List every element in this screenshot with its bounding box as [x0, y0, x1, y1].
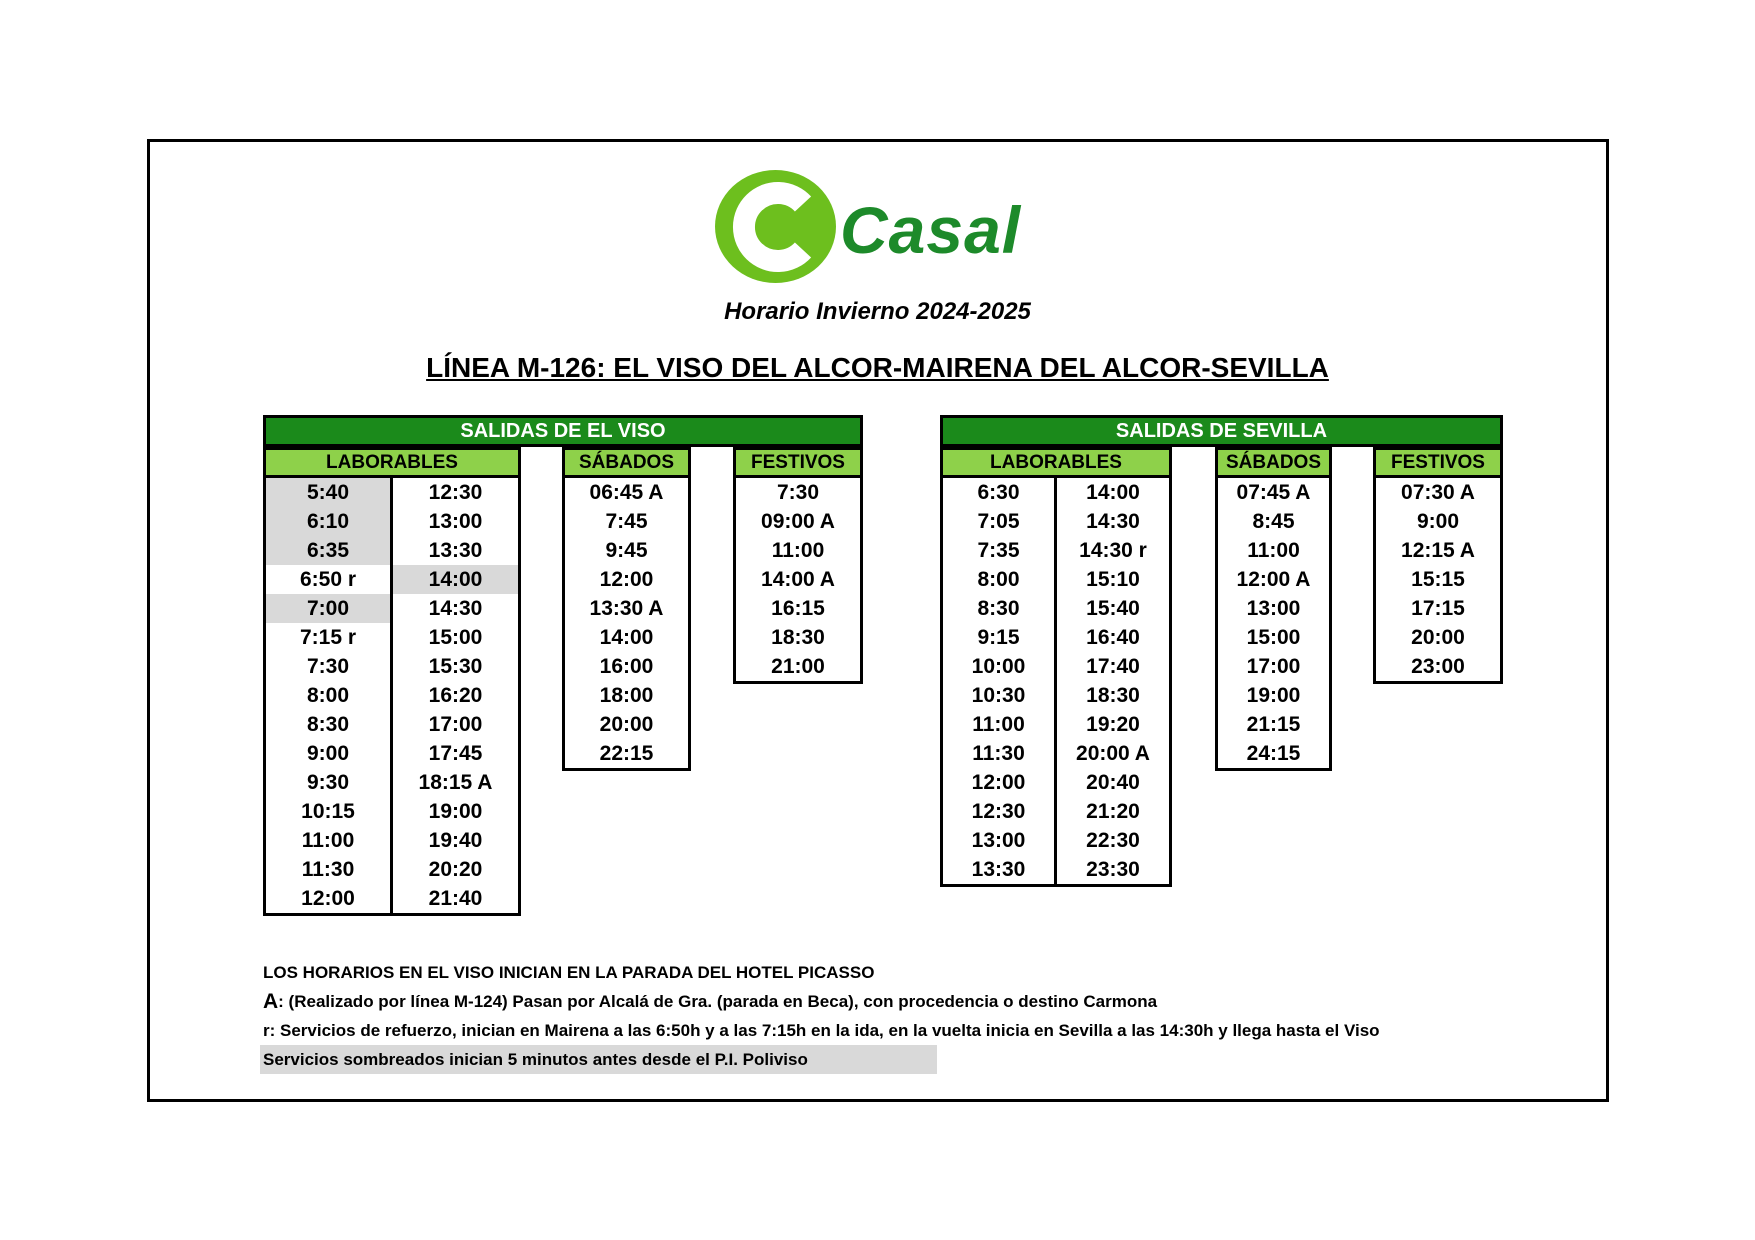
time-cell: 14:30: [428, 596, 483, 620]
time-cell: 11:00: [771, 538, 825, 562]
time-cell: 19:00: [428, 799, 483, 823]
season-subtitle: Horario Invierno 2024-2025: [724, 298, 1031, 325]
time-cell: 13:30 A: [589, 596, 664, 620]
time-cell: 10:00: [971, 654, 1026, 678]
time-cell: 07:45 A: [1236, 480, 1311, 504]
time-cell: 9:00: [306, 741, 350, 765]
time-cell: 16:00: [599, 654, 654, 678]
note-a-text: : (Realizado por línea M-124) Pasan por Alcalá de Gra. (parada en Beca), con procedencia o destino Carmona: [278, 991, 1158, 1011]
time-cell: 15:00: [428, 625, 483, 649]
time-cell: 6:30: [977, 480, 1020, 504]
time-cell: 18:30: [1086, 683, 1140, 707]
time-cell: 19:40: [428, 828, 483, 852]
time-cell: 14:30: [1086, 509, 1140, 533]
time-cell: 20:00 A: [1076, 741, 1150, 765]
logo-disc-icon: [715, 170, 836, 283]
time-cell: 7:35: [977, 538, 1020, 562]
time-cell: 13:30: [428, 538, 483, 562]
time-cell: 12:30: [971, 799, 1026, 823]
time-cell: 17:40: [1086, 654, 1140, 678]
time-cell: 7:30: [776, 480, 820, 504]
time-cell: 14:00: [599, 625, 654, 649]
sevilla-festivos-header: FESTIVOS: [1373, 447, 1503, 478]
sevilla-sabados-header: SÁBADOS: [1215, 447, 1332, 478]
time-cell: 13:00: [971, 828, 1026, 852]
time-cell: 12:00: [301, 886, 355, 910]
sevilla-laborables-col-b: [1054, 478, 1172, 887]
time-cell: 7:15 r: [299, 625, 357, 649]
time-cell: 10:30: [971, 683, 1026, 707]
viso-festivos-col: [733, 478, 863, 684]
time-cell: 9:30: [306, 770, 350, 794]
note-picasso: LOS HORARIOS EN EL VISO INICIAN EN LA PARADA DEL HOTEL PICASSO: [263, 962, 875, 982]
sevilla-sabados-col: [1215, 478, 1332, 771]
notes: [263, 958, 1563, 1074]
time-cell: 23:30: [1086, 857, 1140, 881]
time-cell: 17:00: [428, 712, 483, 736]
time-cell: 7:45: [605, 509, 648, 533]
note-a: [263, 987, 1563, 1016]
time-cell: 8:45: [1252, 509, 1295, 533]
time-cell: 16:40: [1086, 625, 1140, 649]
time-cell: 12:15 A: [1401, 538, 1475, 562]
time-cell: 21:20: [1086, 799, 1140, 823]
viso-laborables-col-b: [390, 478, 521, 916]
time-cell: 15:30: [428, 654, 483, 678]
time-cell: 7:00: [266, 594, 390, 623]
time-cell: 11:30: [301, 857, 355, 881]
time-cell: 17:00: [1246, 654, 1301, 678]
viso-sabados-col: [562, 478, 691, 771]
time-cell: 12:00: [599, 567, 654, 591]
time-cell: 6:35: [266, 536, 390, 565]
time-cell: 13:00: [428, 509, 483, 533]
time-cell: 15:00: [1246, 625, 1301, 649]
time-cell: 24:15: [1246, 741, 1301, 765]
time-cell: 15:40: [1086, 596, 1140, 620]
time-cell: 06:45 A: [589, 480, 664, 504]
time-cell: 20:20: [428, 857, 483, 881]
time-cell: 8:30: [977, 596, 1020, 620]
sevilla-laborables-col-a: [940, 478, 1057, 887]
time-cell: 9:00: [1416, 509, 1460, 533]
time-cell: 21:15: [1246, 712, 1301, 736]
time-cell: 18:15 A: [418, 770, 493, 794]
note-shaded: Servicios sombreados inician 5 minutos antes desde el P.I. Poliviso: [260, 1045, 937, 1074]
time-cell: 18:00: [599, 683, 654, 707]
casal-logo: [715, 170, 1040, 285]
time-cell: 9:15: [977, 625, 1020, 649]
time-cell: 14:00 A: [761, 567, 835, 591]
time-cell: 20:00: [599, 712, 654, 736]
time-cell: 11:00: [301, 828, 355, 852]
time-cell: 14:00: [1086, 480, 1140, 504]
time-cell: 11:30: [972, 741, 1025, 765]
sevilla-laborables-header: LABORABLES: [940, 447, 1172, 478]
time-cell: 21:00: [771, 654, 825, 678]
viso-header: SALIDAS DE EL VISO: [263, 415, 863, 447]
viso-sabados-header: SÁBADOS: [562, 447, 691, 478]
time-cell: 8:30: [306, 712, 350, 736]
note-r: r: Servicios de refuerzo, inician en Mairena a las 6:50h y a las 7:15h en la ida, en la vuelta inicia en Sevilla a las 14:30h y llega hasta el Viso: [263, 1020, 1380, 1040]
time-cell: 22:30: [1086, 828, 1140, 852]
viso-laborables-col-a: [263, 478, 393, 916]
time-cell: 13:30: [971, 857, 1026, 881]
time-cell: 07:30 A: [1401, 480, 1475, 504]
time-cell: 20:40: [1086, 770, 1140, 794]
time-cell: 15:15: [1411, 567, 1465, 591]
time-cell: 10:15: [301, 799, 355, 823]
time-cell: 19:20: [1086, 712, 1140, 736]
viso-festivos-header: FESTIVOS: [733, 447, 863, 478]
time-cell: 14:00: [393, 565, 518, 594]
time-cell: 18:30: [771, 625, 825, 649]
time-cell: 6:10: [266, 507, 390, 536]
viso-laborables-header: LABORABLES: [263, 447, 521, 478]
time-cell: 7:05: [977, 509, 1020, 533]
time-cell: 15:10: [1086, 567, 1140, 591]
time-cell: 16:20: [428, 683, 483, 707]
time-cell: 13:00: [1246, 596, 1301, 620]
time-cell: 21:40: [428, 886, 483, 910]
logo-wordmark: Casal: [840, 193, 1022, 267]
time-cell: 20:00: [1411, 625, 1465, 649]
sevilla-header: SALIDAS DE SEVILLA: [940, 415, 1503, 447]
sevilla-festivos-col: [1373, 478, 1503, 684]
time-cell: 19:00: [1246, 683, 1301, 707]
time-cell: 16:15: [771, 596, 825, 620]
time-cell: 12:00 A: [1236, 567, 1311, 591]
time-cell: 5:40: [266, 478, 390, 507]
note-a-key: A: [263, 989, 279, 1013]
time-cell: 6:50 r: [299, 567, 357, 591]
time-cell: 11:00: [972, 712, 1025, 736]
time-cell: 12:00: [971, 770, 1026, 794]
time-cell: 22:15: [599, 741, 654, 765]
time-cell: 8:00: [977, 567, 1020, 591]
time-cell: 8:00: [306, 683, 350, 707]
time-cell: 09:00 A: [761, 509, 835, 533]
time-cell: 11:00: [1247, 538, 1300, 562]
line-title: LÍNEA M-126: EL VISO DEL ALCOR-MAIRENA DEL ALCOR-SEVILLA: [426, 352, 1329, 383]
time-cell: 7:30: [306, 654, 350, 678]
time-cell: 17:45: [428, 741, 483, 765]
time-cell: 14:30 r: [1079, 538, 1147, 562]
time-cell: 9:45: [605, 538, 648, 562]
logo-c-icon: [715, 170, 836, 283]
time-cell: 23:00: [1411, 654, 1465, 678]
time-cell: 12:30: [428, 480, 483, 504]
time-cell: 17:15: [1411, 596, 1465, 620]
